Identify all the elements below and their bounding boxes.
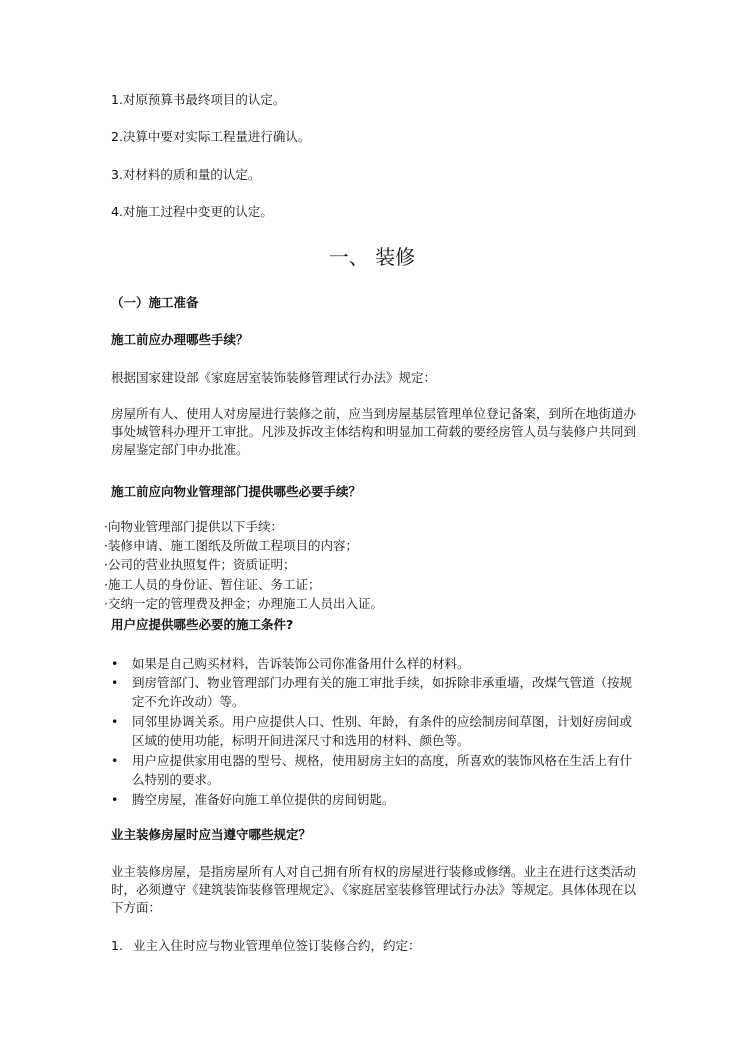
- q1-paragraph-1: 根据国家建设部《家庭居室装饰装修管理试行办法》规定：: [111, 370, 437, 385]
- intro-item-1: 1.对原预算书最终项目的认定。: [111, 92, 286, 107]
- q3-list-item-text: 如果是自己购买材料，告诉装饰公司你准备用什么样的材料。: [132, 656, 470, 671]
- intro-item-2: 2.决算中要对实际工程量进行确认。: [111, 129, 311, 144]
- q3-list-item-5: [111, 790, 641, 809]
- intro-item-4: 4.对施工过程中变更的认定。: [111, 204, 273, 219]
- q3-list-item-2: [111, 673, 641, 711]
- bullet-icon: •: [111, 714, 119, 729]
- q3-heading: 用户应提供哪些必要的施工条件?: [111, 617, 294, 632]
- q4-paragraph: 业主装修房屋，是指房屋所有人对自己拥有所有权的房屋进行装修或修缮。业主在进行这类活动时，必须遵守《建筑装饰装修管理规定》、《家庭居室装修管理试行办法》等规定。具体体现在以下方面：: [111, 864, 637, 915]
- bullet-icon: •: [111, 753, 119, 768]
- bullet-icon: •: [111, 792, 119, 807]
- q2-item-1: ·向物业管理部门提供以下手续：: [104, 519, 283, 534]
- q4-list-text: 业主入住时应与物业管理单位签订装修合约，约定：: [133, 938, 421, 953]
- intro-item-3: 3.对材料的质和量的认定。: [111, 167, 261, 182]
- q4-list-item-1: [111, 937, 641, 955]
- q1-paragraph-2: 房屋所有人、使用人对房屋进行装修之前，应当到房屋基层管理单位登记备案，到所在地街道办事处城管科办理开工审批。凡涉及拆改主体结构和明显加工荷载的要经房管人员与装修户共同到房屋鉴定部门申办批准。: [111, 406, 637, 457]
- q3-list-item-4: [111, 751, 641, 789]
- q4-list-number: 1.: [111, 938, 123, 953]
- q4-heading: 业主装修房屋时应当遵守哪些规定？: [111, 827, 312, 842]
- bullet-icon: •: [111, 675, 119, 690]
- q2-heading: 施工前应向物业管理部门提供哪些必要手续？: [111, 484, 362, 499]
- q3-list-item-text: 到房管部门、物业管理部门办理有关的施工审批手续，如拆除非承重墙，改煤气管道（按规定不允许改动）等。: [132, 675, 633, 709]
- q1-heading: 施工前应办理哪些手续？: [111, 332, 249, 347]
- q3-list-item-text: 用户应提供家用电器的型号、规格，使用厨房主妇的高度，所喜欢的装饰风格在生活上有什么特别的要求。: [132, 753, 633, 787]
- subsection-heading: （一）施工准备: [111, 295, 199, 310]
- q3-list-item-1: [111, 654, 641, 673]
- q3-list-item-3: [111, 712, 641, 750]
- q2-item-2: ·装修申请、施工图纸及所做工程项目的内容；: [104, 538, 358, 553]
- q2-item-3: ·公司的营业执照复件；资质证明；: [104, 557, 296, 572]
- q3-list-item-text: 同邻里协调关系。用户应提供人口、性别、年龄，有条件的应绘制房间草图，计划好房间或区域的使用功能，标明开间进深尺寸和选用的材料、颜色等。: [132, 714, 633, 748]
- section-title: 一、 装修: [328, 245, 416, 269]
- bullet-icon: •: [111, 656, 119, 671]
- q2-item-4: ·施工人员的身份证、暂住证、务工证；: [104, 577, 321, 592]
- q2-item-5: ·交纳一定的管理费及押金；办理施工人员出入证。: [104, 596, 383, 611]
- q3-list-item-text: 腾空房屋，准备好向施工单位提供的房间钥匙。: [132, 792, 395, 807]
